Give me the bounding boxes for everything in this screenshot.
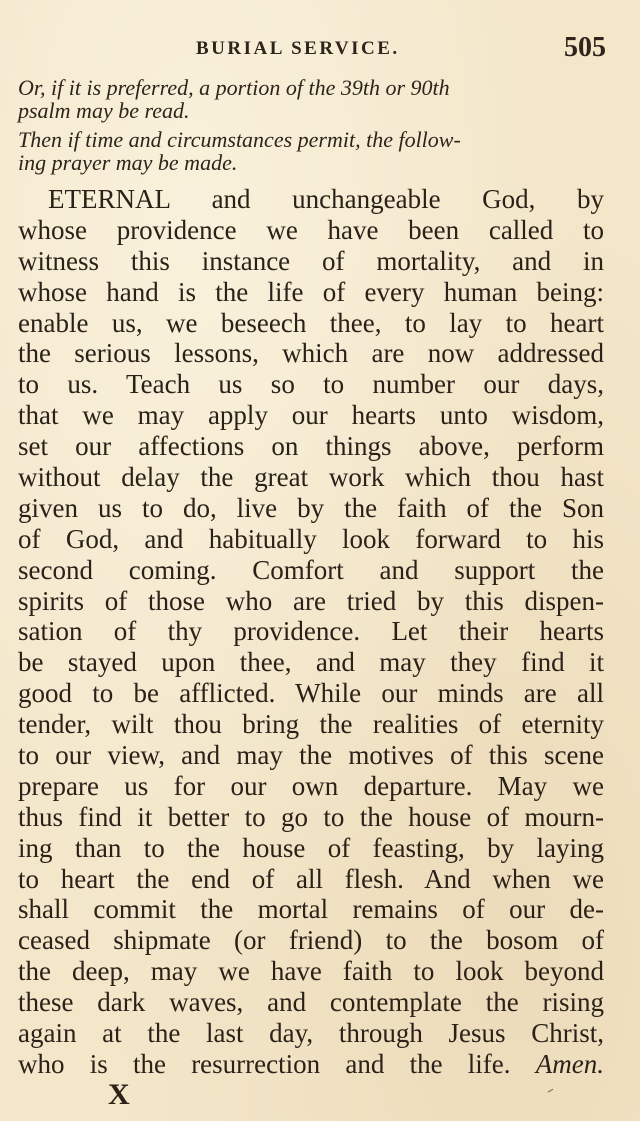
running-head: BURIAL SERVICE. <box>196 38 400 59</box>
prayer-line: ing than to the house of feasting, by laying <box>18 832 604 863</box>
prayer-line: again at the last day, through Jesus Christ, <box>18 1018 604 1049</box>
prayer-line: be stayed upon thee, and may they find it <box>18 647 604 678</box>
prayer-line: without delay the great work which thou hast <box>18 462 604 493</box>
amen: Amen. <box>535 1048 604 1079</box>
rubric-line: Then if time and circumstances permit, the follow- <box>18 127 461 152</box>
prayer-line: of God, and habitually look forward to his <box>18 523 604 554</box>
prayer-line: thus find it better to go to the house of mourn- <box>18 801 604 832</box>
prayer-line: the serious lessons, which are now addressed <box>18 338 604 369</box>
rubric-line: ing prayer may be made. <box>18 150 238 175</box>
page-number: 505 <box>564 32 606 63</box>
prayer-line: these dark waves, and contemplate the rising <box>18 987 604 1018</box>
prayer-line: given us to do, live by the faith of the Son <box>18 492 604 523</box>
prayer-line: good to be afflicted. While our minds are all <box>18 678 604 709</box>
prayer-line: tender, wilt thou bring the realities of eternity <box>18 709 604 740</box>
ink-speck <box>548 1089 555 1095</box>
prayer-line: sation of thy providence. Let their hearts <box>18 616 604 647</box>
rubric-prayer-note <box>18 128 608 174</box>
prayer-line: ceased shipmate (or friend) to the bosom of <box>18 925 604 956</box>
rubric-line: psalm may be read. <box>18 98 190 123</box>
prayer-line: whose providence we have been called to <box>18 214 604 245</box>
prayer-line: witness this instance of mortality, and in <box>18 245 604 276</box>
prayer-line: to us. Teach us so to number our days, <box>18 369 604 400</box>
rubric-line: Or, if it is preferred, a portion of the 39th or 90th <box>18 75 450 100</box>
prayer-text <box>18 184 604 1080</box>
prayer-last-line <box>18 1049 604 1080</box>
prayer-line-text: who is the resurrection and the life. <box>18 1048 511 1079</box>
prayer-line: to heart the end of all flesh. And when we <box>18 863 604 894</box>
prayer-line: prepare us for our own departure. May we <box>18 770 604 801</box>
prayer-line: to our view, and may the motives of this scene <box>18 740 604 771</box>
prayer-line: that we may apply our hearts unto wisdom, <box>18 400 604 431</box>
prayer-line: enable us, we beseech thee, to lay to heart <box>18 307 604 338</box>
prayer-line: second coming. Comfort and support the <box>18 554 604 585</box>
prayer-line: shall commit the mortal remains of our de- <box>18 894 604 925</box>
signature-mark: X <box>108 1078 130 1111</box>
rubric-psalm-note <box>18 76 608 122</box>
prayer-line: set our affections on things above, perform <box>18 431 604 462</box>
prayer-line: whose hand is the life of every human being: <box>18 276 604 307</box>
prayer-line: spirits of those who are tried by this dispen- <box>18 585 604 616</box>
prayer-line: ETERNAL and unchangeable God, by <box>48 184 604 214</box>
prayer-line: the deep, may we have faith to look beyond <box>18 956 604 987</box>
